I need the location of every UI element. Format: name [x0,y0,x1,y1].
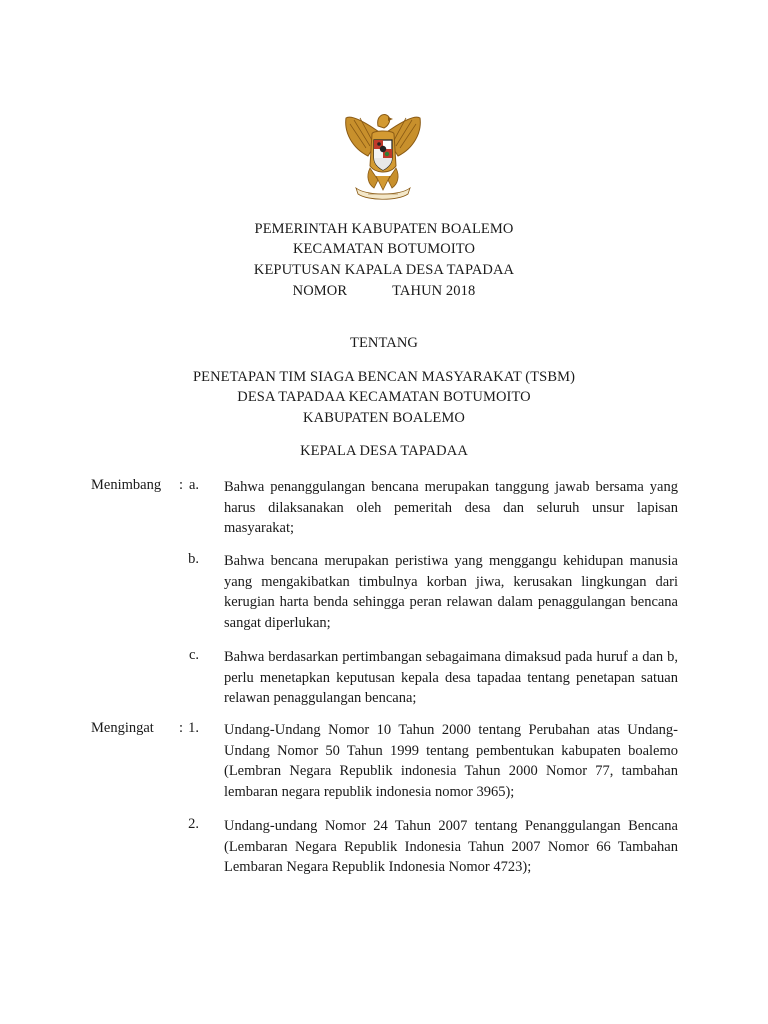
menimbang-marker-b: b. [188,551,199,567]
menimbang-item-b: Bahwa bencana merupakan peristiwa yang menggangu kehidupan manusia yang mengakibatkan timbulnya korban jiwa, kerusakan lingkungan dari kerugian harta benda sehingga peran relawan dalam penaggulangan bencana sangat diperlukan; [224,553,678,632]
mengingat-item-1: Undang-Undang Nomor 10 Tahun 2000 tentang Perubahan atas Undang-Undang Nomor 50 Tahun 1999 tentang pembentukan kabupaten boalemo (Lembran Negara Republik indonesia Tahun 2000 Nomor 77, tambahan lembaran negara republik indonesia nomor 3965); [224,722,678,801]
menimbang-colon: : [179,477,184,493]
subject-line-3: KABUPATEN BOALEMO [303,410,465,426]
tahun-label: TAHUN 2018 [392,283,476,299]
subject-line-2: DESA TAPADAA KECAMATAN BOTUMOITO [237,389,531,405]
menimbang-marker-a: a. [188,477,199,493]
mengingat-colon: : [179,720,184,736]
menimbang-item-c: Bahwa berdasarkan pertimbangan sebagaimana dimaksud pada huruf a dan b, perlu menetapkan keputusan kepala desa tapadaa tentang penetapan satuan relawan penaggulangan bencana; [224,649,678,707]
mengingat-marker-2: 2. [188,816,199,832]
mengingat-item-2: Undang-undang Nomor 24 Tahun 2007 tentang Penanggulangan Bencana (Lembaran Negara Republik Indonesia Tahun 2007 Nomor 66 Tambahan Lembaran Negara Republik Indonesia Nomor 4723); [224,818,678,876]
tentang-heading: TENTANG [350,335,418,351]
menimbang-marker-c: c. [188,647,199,663]
header-line-nomor [0,283,768,300]
mengingat-marker-1: 1. [188,720,199,736]
header-line-government: PEMERINTAH KABUPATEN BOALEMO [254,221,514,237]
subject-line-1: PENETAPAN TIM SIAGA BENCAN MASYARAKAT (TSBM) [192,369,576,385]
issuer-heading: KEPALA DESA TAPADAA [300,443,468,459]
nomor-label: NOMOR [292,283,348,299]
header-line-district: KECAMATAN BOTUMOITO [292,241,476,257]
garuda-pancasila-emblem-icon [338,104,428,204]
menimbang-label: Menimbang [91,477,162,493]
menimbang-item-a: Bahwa penanggulangan bencana merupakan tanggung jawab bersama yang harus dilaksanakan oleh pemeritah desa dan seluruh unsur lapisan masyarakat; [224,479,678,537]
header-line-decree-title: KEPUTUSAN KAPALA DESA TAPADAA [253,262,515,278]
mengingat-label: Mengingat [91,720,154,736]
